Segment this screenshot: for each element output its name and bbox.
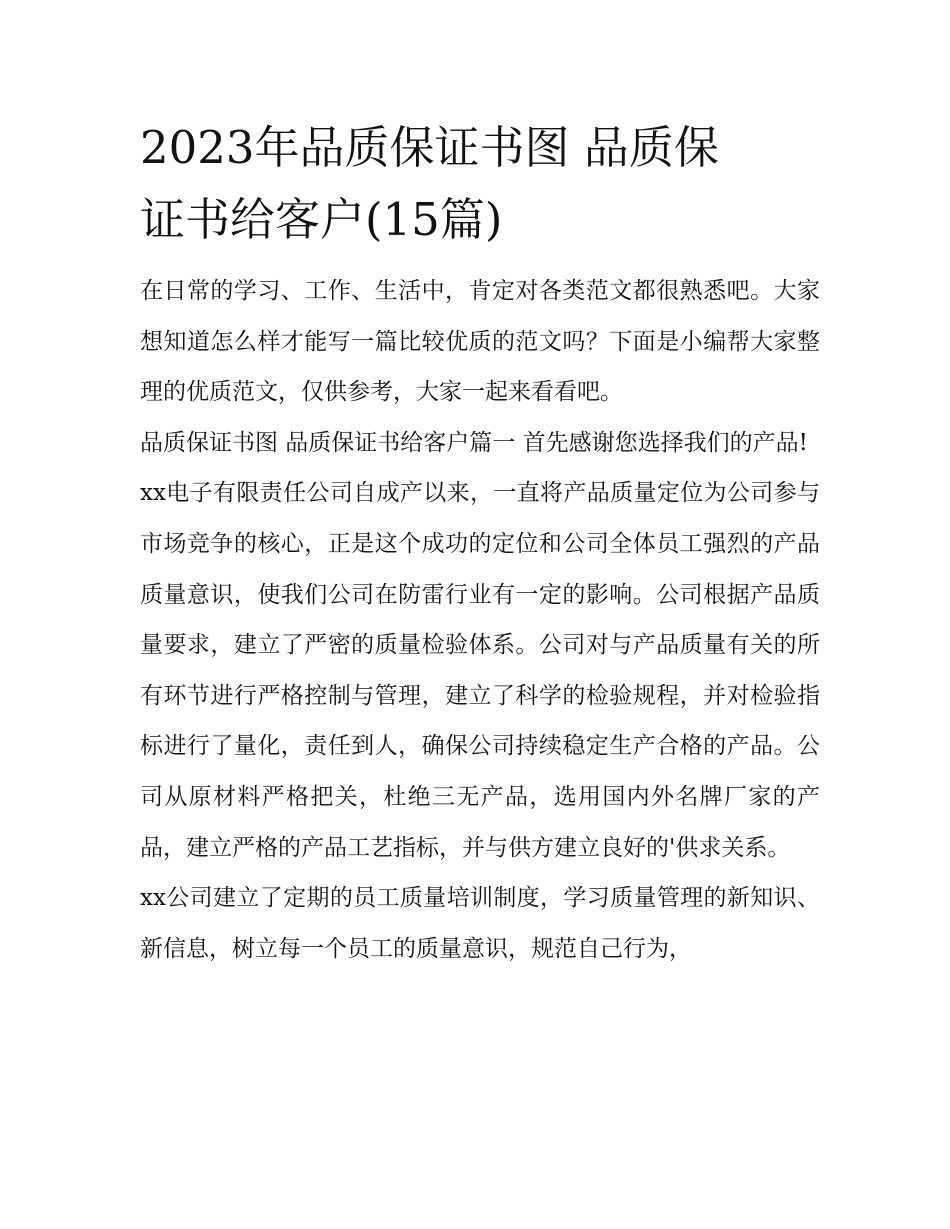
paragraph-training: xx公司建立了定期的员工质量培训制度，学习质量管理的新知识、新信息，树立每一个员工的质量意识，规范自己行为， bbox=[140, 885, 820, 962]
document-body bbox=[140, 266, 820, 974]
document-content bbox=[140, 112, 820, 974]
paragraph-intro: 在日常的学习、工作、生活中，肯定对各类范文都很熟悉吧。大家想知道怎么样才能写一篇比较优质的范文吗？下面是小编帮大家整理的优质范文，仅供参考，大家一起来看看吧。 bbox=[140, 278, 820, 406]
title-line-1: 2023年品质保证书图 品质保 bbox=[140, 121, 719, 174]
title-line-2: 证书给客户(15篇) bbox=[140, 193, 503, 246]
paragraph-company-quality: xx电子有限责任公司自成产以来，一直将产品质量定位为公司参与市场竞争的核心，正是这个成功的定位和公司全体员工强烈的产品质量意识，使我们公司在防雷行业有一定的影响。公司根据产品质量要求，建立了严密的质量检验体系。公司对与产品质量有关的所有环节进行严格控制与管理，建立了科学的检验规程，并对检验指标进行了量化，责任到人，确保公司持续稳定生产合格的产品。公司从原材料严格把关，杜绝三无产品，选用国内外名牌厂家的产品，建立严格的产品工艺指标，并与供方建立良好的'供求关系。 bbox=[140, 480, 820, 861]
paragraph-section-one-heading: 品质保证书图 品质保证书给客户篇一 首先感谢您选择我们的产品! bbox=[140, 429, 808, 456]
document-title bbox=[140, 112, 820, 256]
